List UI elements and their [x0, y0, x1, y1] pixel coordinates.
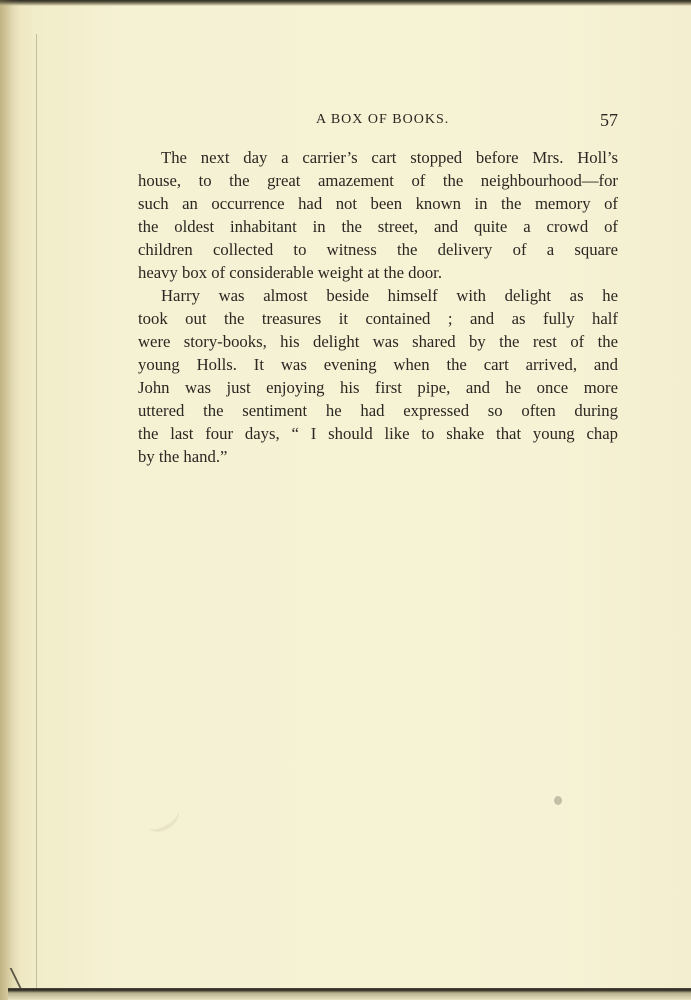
text-line: were story-books, his delight was shared by the rest of the: [138, 332, 618, 351]
text-line: Harry was almost beside himself with delight as he: [161, 286, 618, 305]
text-line: the oldest inhabitant in the street, and quite a crowd of: [138, 217, 618, 236]
text-line: by the hand.”: [138, 447, 228, 466]
text-line: children collected to witness the delivery of a square: [138, 240, 618, 259]
text-line: house, to the great amazement of the neighbourhood—for: [138, 171, 618, 190]
text-line: The next day a carrier’s cart stopped before Mrs. Holl’s: [161, 148, 618, 167]
text-line: took out the treasures it contained ; and as fully half: [138, 309, 618, 328]
text-line: such an occurrence had not been known in the memory of: [138, 194, 618, 213]
running-head: [138, 108, 618, 132]
top-page-edge: [0, 0, 691, 6]
paper-stain: [143, 801, 183, 837]
text-line: heavy box of considerable weight at the door.: [138, 263, 442, 282]
page-number: 57: [600, 110, 618, 130]
running-title: A BOX OF BOOKS.: [316, 112, 450, 127]
text-line: the last four days, “ I should like to shake that young chap: [138, 424, 618, 443]
bottom-page-edge: [8, 988, 691, 1000]
paper-speck: [554, 796, 562, 805]
text-line: young Holls. It was evening when the cart arrived, and: [138, 355, 618, 374]
gutter-crease: [36, 34, 37, 988]
text-line: uttered the sentiment he had expressed so often during: [138, 401, 618, 420]
text-line: John was just enjoying his first pipe, and he once more: [138, 378, 618, 397]
gutter-shadow: [0, 0, 20, 1000]
body-text: [138, 146, 618, 468]
